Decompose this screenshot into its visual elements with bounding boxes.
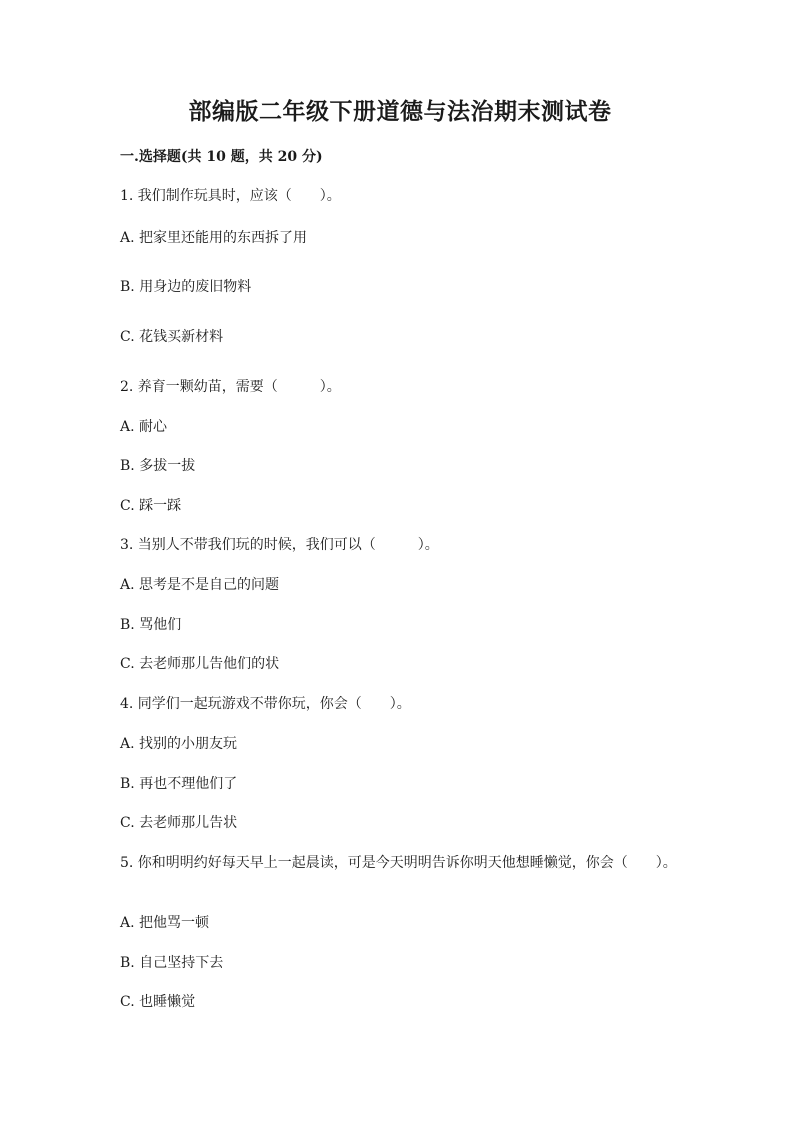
question-1-option-a: A. 把家里还能用的东西拆了用 [120, 230, 308, 246]
question-3-stem: 3. 当别人不带我们玩的时候，我们可以（ ）。 [120, 537, 439, 553]
question-4-option-b: B. 再也不理他们了 [120, 776, 238, 792]
question-2-option-a: A. 耐心 [120, 419, 168, 435]
question-5-option-c: C. 也睡懒觉 [120, 994, 196, 1010]
question-5-stem: 5. 你和明明约好每天早上一起晨读，可是今天明明告诉你明天他想睡懒觉，你会（ ）。 [120, 855, 677, 871]
question-3-option-c: C. 去老师那儿告他们的状 [120, 656, 280, 672]
question-3-option-b: B. 骂他们 [120, 617, 182, 633]
question-4-option-a: A. 找别的小朋友玩 [120, 736, 238, 752]
question-2-option-c: C. 踩一踩 [120, 498, 182, 514]
question-2-stem: 2. 养育一颗幼苗，需要（ ）。 [120, 379, 341, 395]
question-2-option-b: B. 多拔一拔 [120, 458, 196, 474]
question-4-stem: 4. 同学们一起玩游戏不带你玩，你会（ ）。 [120, 696, 411, 712]
section-header: 一.选择题(共 10 题，共 20 分) [120, 149, 323, 165]
question-1-option-c: C. 花钱买新材料 [120, 329, 224, 345]
question-5-option-a: A. 把他骂一顿 [120, 915, 210, 931]
question-1-option-b: B. 用身边的废旧物料 [120, 279, 252, 295]
question-5-option-b: B. 自己坚持下去 [120, 955, 224, 971]
question-1-stem: 1. 我们制作玩具时，应该（ ）。 [120, 188, 341, 204]
page-title: 部编版二年级下册道德与法治期末测试卷 [188, 98, 612, 125]
question-3-option-a: A. 思考是不是自己的问题 [120, 577, 280, 593]
question-4-option-c: C. 去老师那儿告状 [120, 815, 238, 831]
